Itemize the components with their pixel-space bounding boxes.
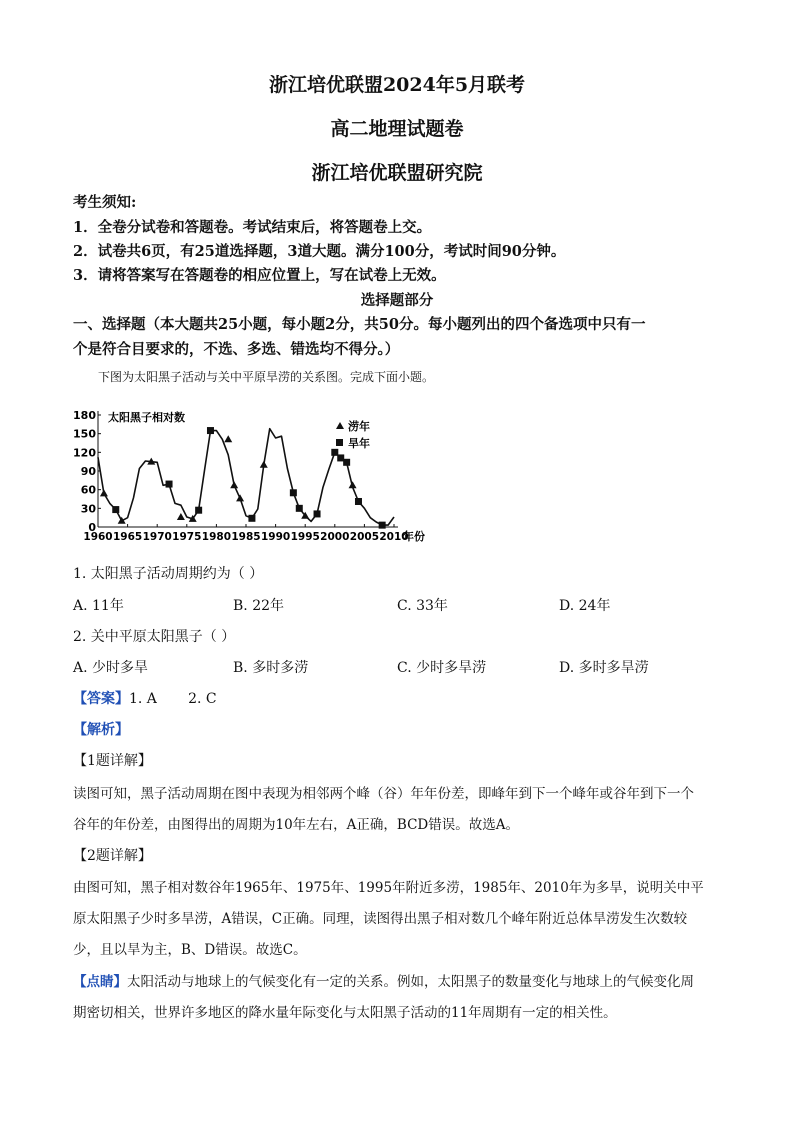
q1-option-b: B. 22年 [233,598,285,614]
drought-year-marker [166,481,173,488]
notice-item: 2．试卷共6页，有25道选择题，3道大题。满分100分，考试时间90分钟。 [73,243,566,260]
sunspot-chart [73,405,444,545]
y-tick-label: 120 [73,446,96,460]
tip-label: 【点睛】 [73,974,127,990]
flood-year-marker [349,481,357,488]
section-intro: 一、选择题（本大题共25小题，每小题2分，共50分。每小题列出的四个备选项中只有一 [73,316,646,333]
drought-year-marker [248,515,255,522]
x-tick-label: 2010 [379,531,409,543]
question-2-stem: 2. 关中平原太阳黑子（ ） [73,629,236,645]
flood-year-marker [177,513,185,520]
x-axis-label: 年份 [403,530,425,543]
drought-year-marker [379,522,386,529]
notice-item: 1．全卷分试卷和答题卷。考试结束后，将答题卷上交。 [73,219,432,236]
x-tick-label: 1965 [112,531,143,543]
chart-title: 太阳黑子相对数 [108,411,185,424]
notice-item: 3．请将答案写在答题卷的相应位置上，写在试卷上无效。 [73,267,446,284]
q2-detail-text: 由图可知，黑子相对数谷年1965年、1975年、1995年附近多涝，1985年、2010年为多旱，说明关中平 [73,880,704,896]
paper-subtitle: 高二地理试题卷 [330,118,464,140]
drought-year-marker [112,506,119,513]
q2-option-b: B. 多时多涝 [233,660,309,676]
q2-option-d: D. 多时多旱涝 [559,660,649,676]
answer-text: 1. A 2. C [129,691,217,707]
drought-year-marker [290,489,297,496]
tip-line [73,970,694,990]
flood-year-marker [118,517,126,524]
tip-text: 期密切相关，世界许多地区的降水量年际变化与太阳黑子活动的11年周期有一定的相关性。 [73,1005,617,1021]
q1-option-d: D. 24年 [559,598,611,614]
legend-square-icon [336,439,343,446]
x-tick-label: 1990 [260,531,291,543]
q2-detail-label: 【2题详解】 [73,848,152,864]
answer-line [73,688,217,708]
q2-option-c: C. 少时多旱涝 [397,660,487,676]
institution-name: 浙江培优联盟研究院 [311,162,483,184]
flood-year-marker [100,489,108,496]
flood-year-marker [260,461,268,468]
x-tick-label: 2005 [349,531,380,543]
y-tick-label: 0 [88,521,96,534]
y-tick-label: 180 [73,409,96,422]
drought-year-marker [195,507,202,514]
x-tick-label: 1970 [142,531,172,543]
q2-option-a: A. 少时多旱 [73,660,149,676]
y-tick-label: 150 [73,427,96,441]
x-tick-label: 1960 [83,531,113,543]
x-tick-label: 1995 [290,531,320,543]
legend-drought: 旱年 [348,437,370,450]
drought-year-marker [355,498,362,505]
legend-flood: 涝年 [348,420,370,433]
drought-year-marker [207,427,214,434]
notice-heading: 考生须知: [73,194,137,211]
x-tick-label: 1975 [172,531,202,543]
x-tick-label: 2000 [320,531,350,543]
y-tick-label: 90 [80,465,96,478]
legend-triangle-icon [336,422,344,429]
chart-axes [73,409,425,543]
y-tick-label: 30 [80,502,96,516]
y-tick-label: 60 [80,483,96,497]
exam-title: 浙江培优联盟2024年5月联考 [268,74,526,96]
q2-detail-text: 原太阳黑子少时多旱涝，A错误，C正确。同理，读图得出黑子相对数几个峰年附近总体旱涝发生次数较 [73,911,688,927]
question-1-stem: 1. 太阳黑子活动周期约为（ ） [73,566,264,582]
section-intro: 个是符合目要求的，不选、多选、错选均不得分。） [73,341,400,358]
x-tick-label: 1985 [231,531,261,543]
drought-year-marker [314,510,321,517]
part-title: 选择题部分 [360,292,434,309]
q1-detail-text: 谷年的年份差，由图得出的周期为10年左右，A正确，BCD错误。故选A。 [73,817,520,833]
q1-option-a: A. 11年 [73,598,124,614]
chart-legend [336,419,370,450]
drought-year-marker [343,459,350,466]
tip-text: 太阳活动与地球上的气候变化有一定的关系。例如，太阳黑子的数量变化与地球上的气候变化周 [127,974,694,990]
flood-year-marker [236,494,244,501]
analysis-label: 【解析】 [73,722,129,738]
q1-detail-text: 读图可知，黑子活动周期在图中表现为相邻两个峰（谷）年年份差，即峰年到下一个峰年或谷年到下一个 [73,786,694,802]
flood-year-marker [224,435,232,442]
answer-label: 【答案】 [73,691,129,707]
flood-year-marker [230,481,238,488]
q1-detail-label: 【1题详解】 [73,753,152,769]
drought-year-marker [296,505,303,512]
q1-option-c: C. 33年 [397,598,448,614]
x-tick-label: 1980 [201,531,232,543]
q2-detail-text: 少，且以旱为主，B、D错误。故选C。 [73,942,307,958]
question-stem-common: 下图为太阳黑子活动与关中平原旱涝的关系图。完成下面小题。 [98,370,435,384]
